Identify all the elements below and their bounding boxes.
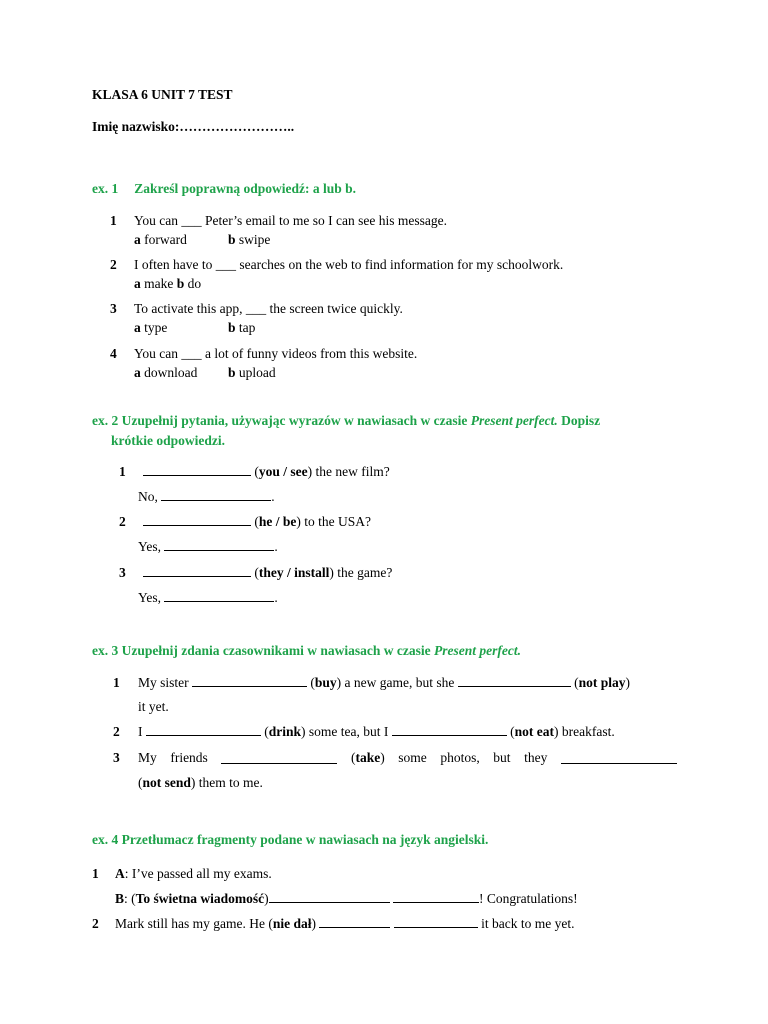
answer-blank[interactable]: [458, 675, 571, 687]
ex2-short-answer: Yes, .: [138, 539, 278, 554]
ex1-instruction: Zakreśl poprawną odpowiedź: a lub b.: [134, 181, 357, 196]
ex2-item-number: 2: [119, 514, 126, 529]
answer-blank[interactable]: [143, 514, 251, 526]
ex3-item-number: 1: [113, 675, 120, 690]
ex3-sentence-cont: (not send) them to me.: [138, 775, 263, 790]
answer-blank[interactable]: [143, 565, 251, 577]
answer-blank[interactable]: [221, 752, 337, 764]
ex4-line-a: A: I’ve passed all my exams.: [115, 866, 272, 881]
answer-blank[interactable]: [394, 916, 478, 928]
ex1-question: You can ___ a lot of funny videos from this website.: [134, 346, 418, 361]
ex4-item-number: 1: [92, 866, 99, 881]
answer-blank[interactable]: [164, 539, 274, 551]
answer-blank[interactable]: [392, 724, 507, 736]
ex3-sentence: I (drink) some tea, but I (not eat) breakfast.: [138, 724, 615, 739]
ex3-sentence: My friends (take) some photos, but they: [138, 750, 677, 766]
answer-blank[interactable]: [143, 464, 251, 476]
name-line: Imię nazwisko:……………………..: [92, 119, 295, 134]
ex1-question: You can ___ Peter’s email to me so I can see his message.: [134, 213, 447, 228]
ex2-short-answer: Yes, .: [138, 590, 278, 605]
ex1-label: ex. 1: [92, 181, 119, 196]
ex2-question: (they / install) the game?: [143, 565, 392, 581]
answer-blank[interactable]: [319, 916, 390, 928]
answer-blank[interactable]: [393, 891, 479, 903]
ex1-item-number: 4: [110, 346, 117, 361]
answer-blank[interactable]: [146, 724, 261, 736]
ex4-line-b: B: (To świetna wiadomość) ! Congratulations!: [115, 891, 578, 906]
ex4-heading: ex. 4 Przetłumacz fragmenty podane w nawiasach na język angielski.: [92, 832, 489, 847]
ex3-heading: ex. 3 Uzupełnij zdania czasownikami w nawiasach w czasie Present perfect.: [92, 643, 521, 658]
ex4-sentence: Mark still has my game. He (nie dał) it back to me yet.: [115, 916, 575, 931]
answer-blank[interactable]: [561, 752, 677, 764]
ex2-heading-line2: krótkie odpowiedzi.: [111, 433, 226, 448]
ex1-option-a: a download: [134, 365, 198, 380]
page-title: KLASA 6 UNIT 7 TEST: [92, 87, 233, 102]
ex1-heading: [92, 181, 356, 197]
ex2-short-answer: No, .: [138, 489, 275, 504]
ex3-sentence: My sister (buy) a new game, but she (not play): [138, 675, 631, 690]
ex4-item-number: 2: [92, 916, 99, 931]
answer-blank[interactable]: [192, 675, 307, 687]
ex3-item-number: 2: [113, 724, 120, 739]
ex1-question: To activate this app, ___ the screen twice quickly.: [134, 301, 403, 316]
ex1-option-b: b swipe: [228, 232, 271, 247]
ex1-option-a: a forward: [134, 232, 187, 247]
ex1-question: I often have to ___ searches on the web to find information for my schoolwork.: [134, 257, 564, 272]
ex2-question: (you / see) the new film?: [143, 464, 390, 480]
ex1-options: a make b do: [134, 276, 202, 291]
ex1-item-number: 1: [110, 213, 117, 228]
answer-blank[interactable]: [161, 489, 271, 501]
ex1-option-b: b tap: [228, 320, 256, 335]
ex2-heading: ex. 2 Uzupełnij pytania, używając wyrazów w nawiasach w czasie Present perfect. Dopisz: [92, 413, 601, 428]
answer-blank[interactable]: [269, 891, 390, 903]
ex1-option-a: a type: [134, 320, 168, 335]
ex3-item-number: 3: [113, 750, 120, 765]
ex3-sentence-cont: it yet.: [138, 699, 169, 714]
ex2-item-number: 3: [119, 565, 126, 580]
ex1-item-number: 3: [110, 301, 117, 316]
ex2-question: (he / be) to the USA?: [143, 514, 371, 530]
ex2-item-number: 1: [119, 464, 126, 479]
ex1-option-b: b upload: [228, 365, 276, 380]
ex1-item-number: 2: [110, 257, 117, 272]
answer-blank[interactable]: [164, 590, 274, 602]
